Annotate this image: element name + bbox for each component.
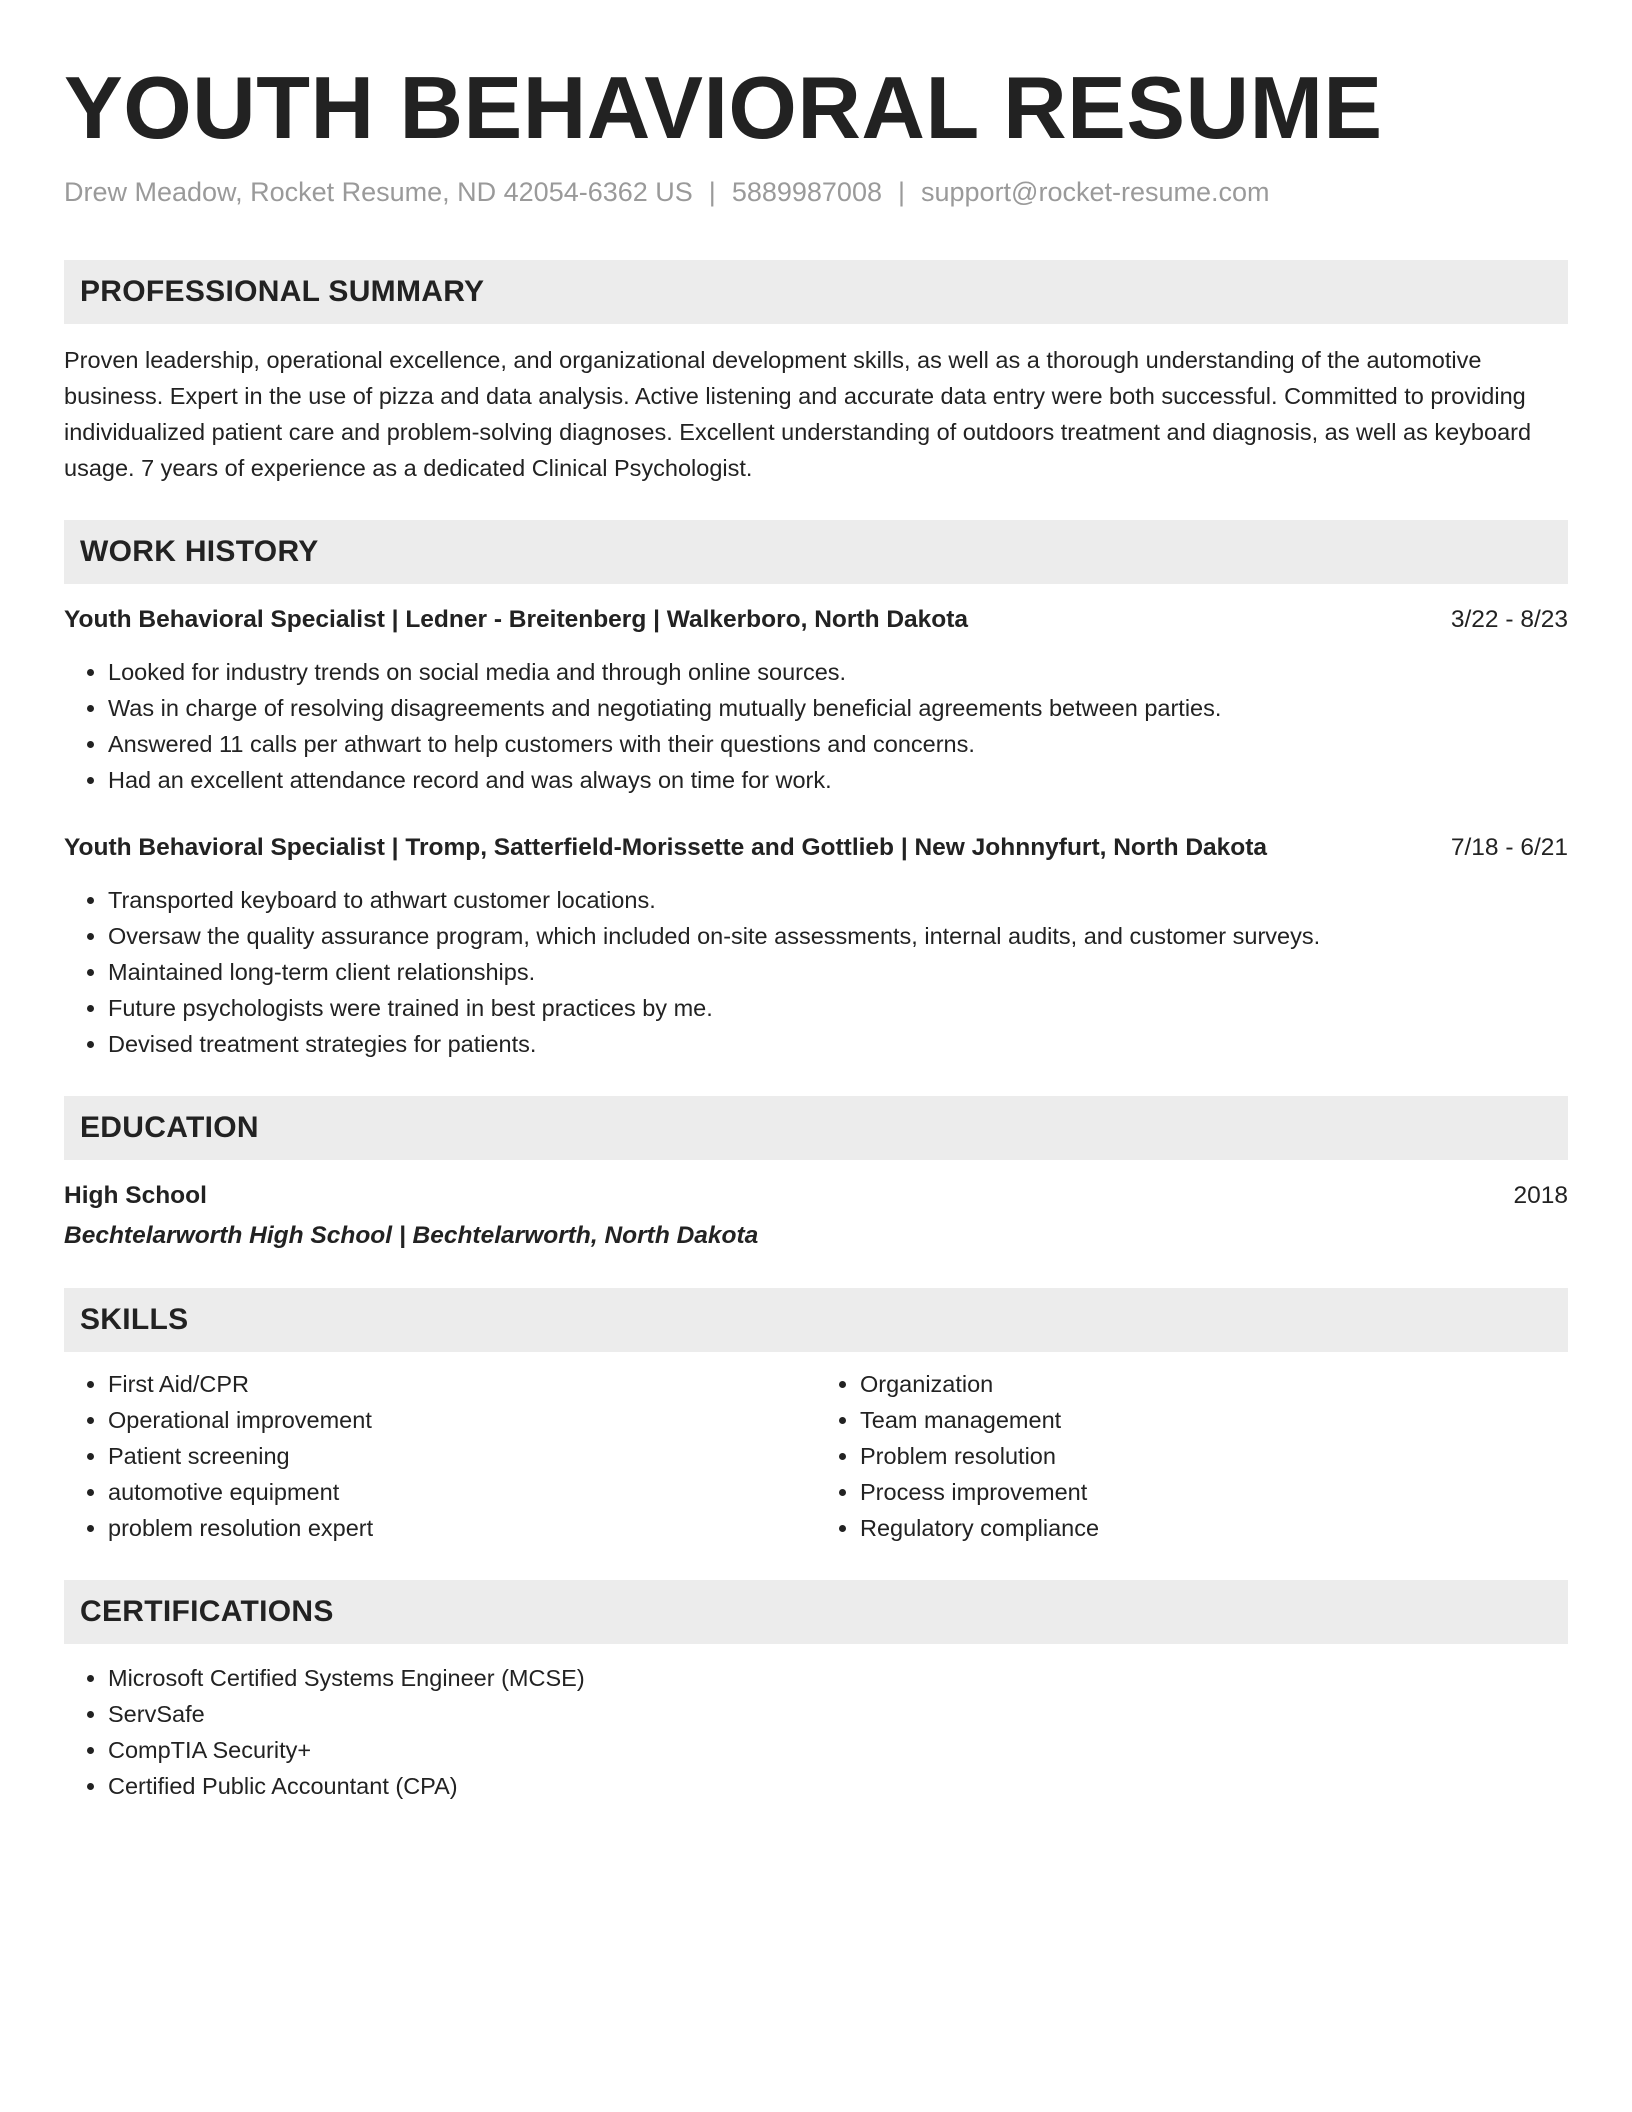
list-item: • Team management [860,1402,1568,1438]
job-title: Youth Behavioral Specialist | Ledner - Breitenberg | Walkerboro, North Dakota [64,606,969,633]
job-dates: 3/22 - 8/23 [1450,606,1568,633]
job-dates: 7/18 - 6/21 [1450,834,1568,861]
list-item: • Answered 11 calls per athwart to help customers with their questions and concerns. [108,726,1568,762]
resume-title: YOUTH BEHAVIORAL RESUME [64,58,1383,157]
section-header-summary: PROFESSIONAL SUMMARY [64,260,1568,324]
section-header-education: EDUCATION [64,1096,1568,1160]
list-item: • CompTIA Security+ [108,1732,1568,1768]
education-year: 2018 [1513,1182,1568,1209]
job-bullets [64,882,1568,1062]
contact-email: support@rocket-resume.com [921,177,1270,207]
section-header-skills: SKILLS [64,1288,1568,1352]
list-item: • Oversaw the quality assurance program, which included on-site assessments, internal audits, and customer surveys. [108,918,1568,954]
summary-text: Proven leadership, operational excellence, and organizational development skills, as well as a thorough understanding of the automotive business. Expert in the use of pizza and data analysis. Active listening and accurate data entry were both successful. Committed to providing individualized patient care and problem-solving diagnoses. Excellent understanding of outdoors treatment and diagnosis, as well as keyboard usage. 7 years of experience as a dedicated Clinical Psychologist. [64,347,1532,481]
job-entry [64,830,1568,1062]
list-item: • Had an excellent attendance record and was always on time for work. [108,762,1568,798]
list-item: • Was in charge of resolving disagreements and negotiating mutually beneficial agreements between parties. [108,690,1568,726]
list-item: • Transported keyboard to athwart customer locations. [108,882,1568,918]
list-item: • Devised treatment strategies for patients. [108,1026,1568,1062]
certifications-list [64,1660,1568,1804]
job-header [64,602,1568,638]
list-item: • First Aid/CPR [108,1366,816,1402]
list-item: • problem resolution expert [108,1510,816,1546]
list-item: • Certified Public Accountant (CPA) [108,1768,1568,1804]
skills-column-left [64,1366,816,1546]
job-title: Youth Behavioral Specialist | Tromp, Satterfield-Morissette and Gottlieb | New Johnnyfurt, North Dakota [64,834,1268,861]
list-item: • Future psychologists were trained in best practices by me. [108,990,1568,1026]
list-item: • Looked for industry trends on social media and through online sources. [108,654,1568,690]
education-entry [64,1178,1568,1254]
section-header-certifications: CERTIFICATIONS [64,1580,1568,1644]
list-item: • Operational improvement [108,1402,816,1438]
list-item: • ServSafe [108,1696,1568,1732]
section-header-work-history: WORK HISTORY [64,520,1568,584]
list-item: • automotive equipment [108,1474,816,1510]
skills-column-right [816,1366,1568,1546]
list-item: • Organization [860,1366,1568,1402]
contact-line [64,174,1568,210]
list-item: • Regulatory compliance [860,1510,1568,1546]
list-item: • Process improvement [860,1474,1568,1510]
skills-grid [64,1366,1568,1546]
contact-separator: | [897,177,905,207]
list-item: • Microsoft Certified Systems Engineer (MCSE) [108,1660,1568,1696]
list-item: • Problem resolution [860,1438,1568,1474]
contact-address: Drew Meadow, Rocket Resume, ND 42054-6362 US [64,177,693,207]
job-entry [64,602,1568,798]
list-item: • Patient screening [108,1438,816,1474]
job-header [64,830,1568,866]
job-bullets [64,654,1568,798]
education-header [64,1178,1568,1214]
list-item: • Maintained long-term client relationships. [108,954,1568,990]
contact-separator: | [708,177,716,207]
education-school: Bechtelarworth High School | Bechtelarworth, North Dakota [64,1222,759,1249]
education-degree: High School [64,1182,207,1209]
contact-phone: 5889987008 [731,177,882,207]
